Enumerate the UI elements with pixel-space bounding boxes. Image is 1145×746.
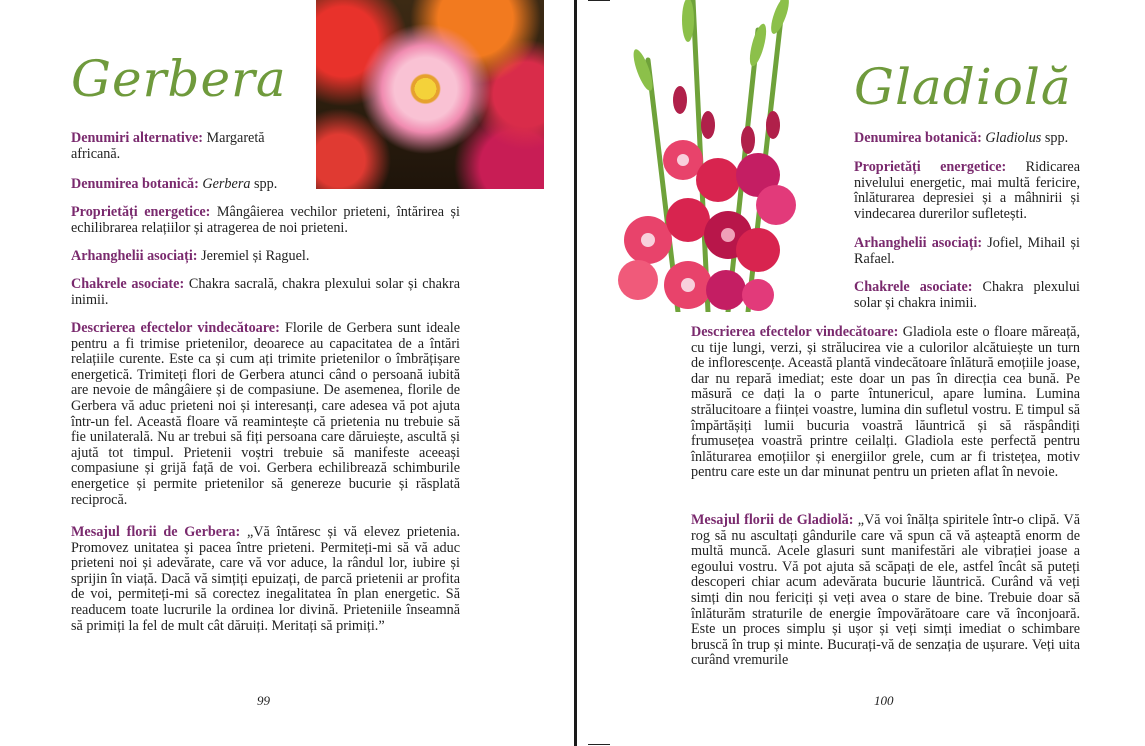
healing-value: Florile de Gerbera sunt ideale pentru a fi trimise prietenilor, deoarece au capacitatea de a întări relațiile curente. Este ca și cum ați trimite prietenilor o îmbrățișare energetică. Trimiteți flori de Gerbera atunci când o persoană iubită are nevoie de mângâiere și de compasiune. De asemenea, florile de Gerbera vă aduc prieteni noi și interesanți, care adesea vă pot ajuta într-un fel. Această floare vă reamintește că prietenia nu trebuie să fie unilaterală. Nu ar trebui să fiți persoana care dăruiește, ascultă și ajută tot timpul. Prietenii voștri trebuie să manifeste aceeași compasiune și grijă față de voi. Gerbera echilibrează schimburile energetice și permite prietenilor să genereze bucurie și răsplată reciprocă. (71, 320, 460, 508)
page-number: 99 (257, 693, 270, 708)
chakras-label: Chakrele asociate: (854, 279, 973, 295)
message-label: Mesajul florii de Gerbera: (71, 524, 241, 540)
archangels-label: Arhanghelii asociați: (854, 235, 983, 251)
message-label: Mesajul florii de Gladiolă: (691, 513, 854, 528)
message-value: „Vă întăresc și vă elevez prietenia. Promovez unitatea și pacea între prieteni. Permiteți-mi să vă aduc prieteni noi și adevărate, care vă vor aduce, la rândul lor, iubire și sprijin în viață. Dacă vă simțiți epuizați, de parcă prietenii ar profita de voi, permiteți-mi să corectez inegalitatea în plan energetic. Să readucem toate lucrurile la ordinea lor divină. Prieteniile înseamnă să primiți la fel de mult cât dăruiți. Meritați să primiți.” (71, 524, 460, 634)
alt-names-label: Denumiri alternative: (71, 130, 203, 146)
healing-value: Gladiola este o floare măreață, cu tije lungi, verzi, și strălucirea vie a culorilor alcătuiește un turn de inflorescențe. Această plantă vindecătoare înlătură emoțiile joase, dar nu repară imediat; este doar un pas în direcția cea bună. Pe măsură ce dați la o parte întunericul, apare lumina. Lumina strălucitoare a ființei voastre, lumina din sufletul vostru. E timpul să împărtășiți lumii bucuria voastră lăuntrică și să răspândiți frumusețea voastră printre ceilalți. Gladiola este perfectă pentru înlăturarea emoțiilor și energiilor grele, cum ar fi tristețea, motiv pentru care este un dar minunat pentru un prieten aflat în nevoie. (691, 324, 1080, 481)
botanical-name (854, 131, 1080, 147)
healing-label: Descrierea efectelor vindecătoare: (71, 320, 280, 336)
botanical-genus: Gerbera (202, 176, 251, 192)
flower-message (71, 525, 460, 634)
healing-description (691, 325, 1080, 481)
energetic-value: Ridicarea nivelului energetic, mai multă fericire, înlăturarea depresiei și a mâhnirii și vindecarea durerilor sufletești. (854, 159, 1081, 222)
gladiola-photo (608, 0, 808, 312)
botanical-suffix: spp. (1041, 130, 1069, 146)
gerbera-photo (316, 0, 544, 189)
page-title: Gladiolă (854, 58, 1072, 116)
archangels-label: Arhanghelii asociați: (71, 248, 198, 264)
botanical-name (71, 177, 311, 193)
alt-names-value: Margaretă africană. (71, 130, 265, 162)
chakras-value: Chakra plexului solar și chakra inimii. (854, 279, 1080, 311)
botanical-label: Denumirea botanică: (71, 176, 199, 192)
chakras-value: Chakra sacrală, chakra plexului solar și chakra inimii. (71, 276, 460, 308)
energetic-properties (854, 160, 1080, 222)
page-number: 100 (874, 693, 894, 708)
energetic-value: Mângâierea vechilor prieteni, întărirea și echilibrarea relațiilor și atragerea de noi prieteni. (71, 204, 460, 236)
archangels-value: Jeremiel și Raguel. (197, 248, 310, 264)
alt-names (71, 131, 281, 162)
energetic-label: Proprietăți energetice: (71, 204, 211, 220)
flower-message (691, 513, 1080, 669)
botanical-label: Denumirea botanică: (854, 130, 982, 146)
message-value: „Vă voi înălța spiritele într-o clipă. Vă rog să nu ascultați gândurile care vă spun că vă așteaptă enorm de multă muncă. Acele glasuri sunt manifestări ale vibrației joase a egoului vostru. Vă pot ajuta să scăpați de ele, astfel încât să puteți descoperi chiar acum adevărata bucurie lăuntrică. Curând vă veți simți din nou fericiți și veți avea o stare de bine. Trebuie doar să înlăturăm straturile de energie împovărătoare care vă înconjoară. Este un proces simplu și ușor și veți simți imediat o schimbare bruscă în trup și minte. Bucurați-vă de senzația de ușurare. Veți uita curând vremurile (691, 513, 1080, 669)
page-title: Gerbera (71, 50, 287, 108)
botanical-genus: Gladiolus (985, 130, 1042, 146)
archangels (71, 249, 460, 265)
archangels-value: Jofiel, Mihail și Rafael. (854, 235, 1080, 267)
archangels (854, 236, 1080, 267)
chakras (71, 277, 460, 308)
energetic-label: Proprietăți energetice: (854, 159, 1007, 175)
chakras-label: Chakrele asociate: (71, 276, 185, 292)
energetic-properties (71, 205, 460, 236)
botanical-suffix: spp. (250, 176, 278, 192)
chakras (854, 280, 1080, 311)
healing-label: Descrierea efectelor vindecătoare: (691, 324, 899, 340)
healing-description (71, 321, 460, 508)
